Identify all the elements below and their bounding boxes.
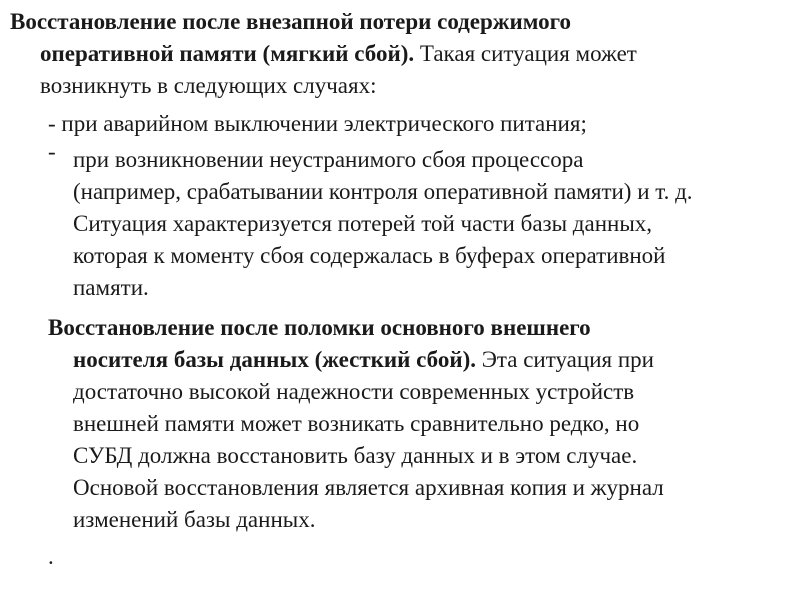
bullet-line-1: при возникновении неустранимого сбоя процессора (73, 147, 584, 172)
soft-failure-line2 (10, 38, 780, 70)
hard-failure-heading-line1: Восстановление после поломки основного внешнего (48, 315, 591, 340)
processor-failure-item (48, 139, 788, 304)
soft-failure-paragraph (10, 6, 780, 102)
hard-failure-paragraph (48, 312, 793, 536)
power-failure-item: - при аварийном выключении электрического питания; (48, 111, 587, 136)
hard-failure-heading-line2: носителя базы данных (жесткий сбой). (73, 347, 476, 372)
bullet-line-4: которая к моменту сбоя содержалась в буферах оперативной (73, 243, 666, 268)
hard-failure-line5: СУБД должна восстановить базу данных и в этом случае. (73, 443, 638, 468)
soft-failure-heading-line2: оперативной памяти (мягкий сбой). (40, 41, 415, 66)
soft-failure-heading-line1: Восстановление после внезапной потери содержимого (10, 9, 571, 34)
bullet-line-2: (например, срабатывании контроля оперативной памяти) и т. д. (73, 179, 693, 204)
hard-failure-line2 (48, 344, 793, 376)
trailing-dot: . (48, 544, 54, 569)
hard-failure-intro-tail: Эта ситуация при (476, 347, 654, 372)
hard-failure-line6: Основой восстановления является архивная копия и журнал (73, 475, 664, 500)
bullet-mark: - (48, 139, 56, 164)
hard-failure-line4: внешней памяти может возникать сравнительно редко, но (73, 411, 640, 436)
soft-failure-line3: возникнуть в следующих случаях: (40, 73, 377, 98)
bullet-line-5: памяти. (73, 275, 149, 300)
soft-failure-intro-tail: Такая ситуация может (414, 41, 637, 66)
hard-failure-line7: изменений базы данных. (73, 507, 316, 532)
bullet-line-3: Ситуация характеризуется потерей той части базы данных, (73, 211, 653, 236)
hard-failure-line3: достаточно высокой надежности современных устройств (73, 379, 635, 404)
